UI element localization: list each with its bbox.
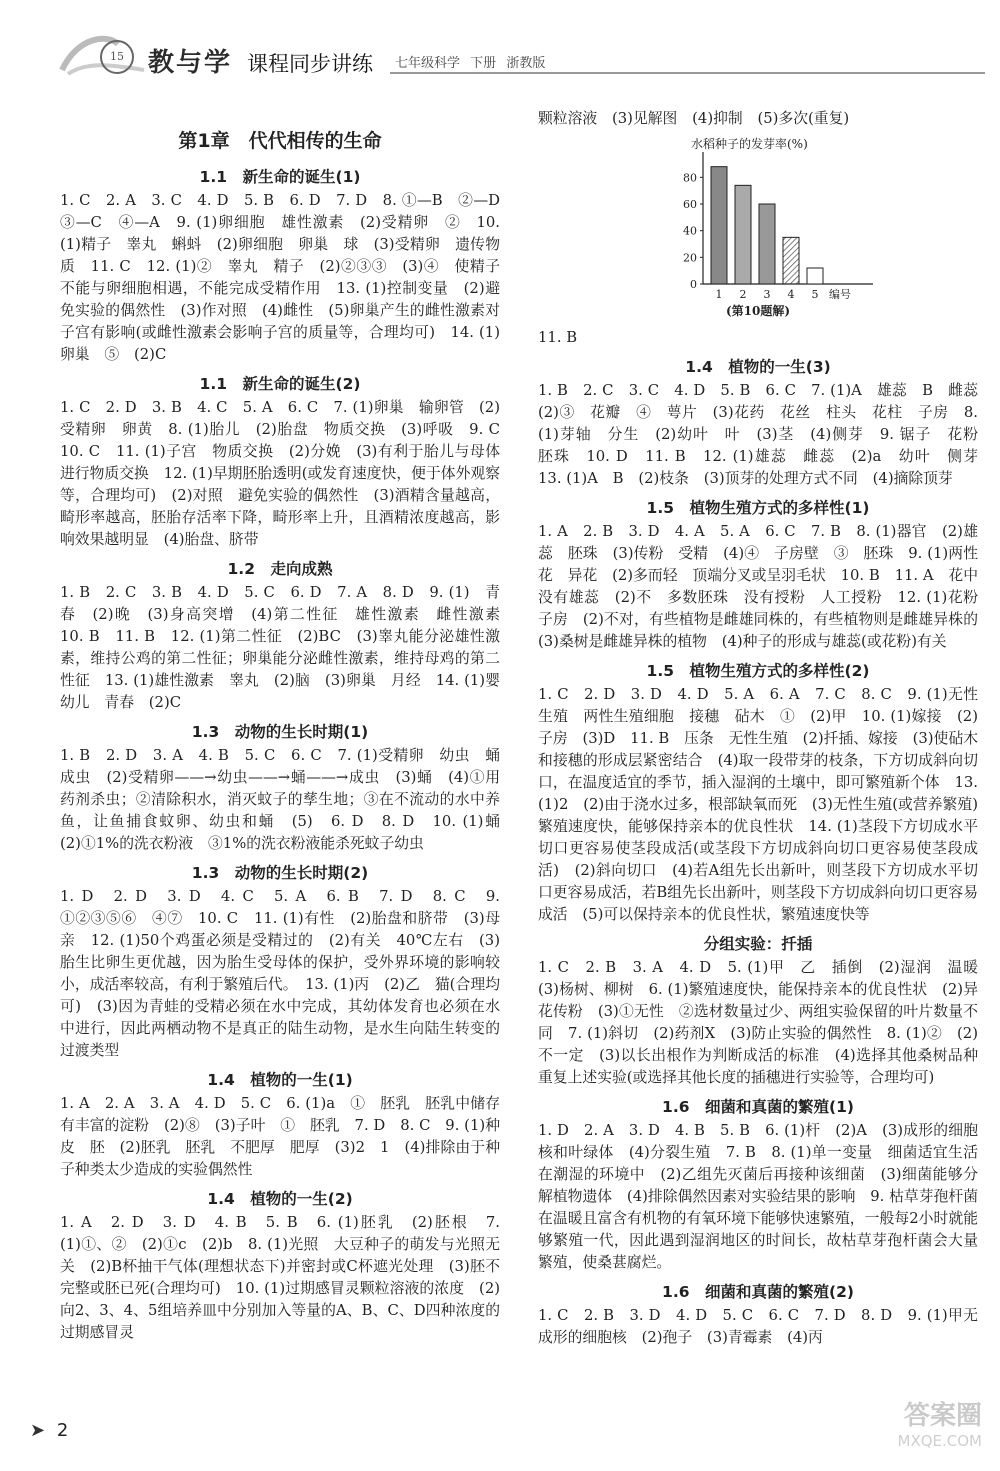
section-1-3b xyxy=(60,861,500,1062)
section-title: 1.3 动物的生长时期(2) xyxy=(191,864,369,882)
section-1-1a xyxy=(60,165,515,366)
arrow-icon: ➤ xyxy=(30,1420,46,1441)
book-meta xyxy=(395,52,545,71)
grade-label: 七年级科学 xyxy=(395,56,461,71)
germination-chart xyxy=(538,134,978,314)
x-tick-label: 5 xyxy=(811,288,819,299)
answer-text: 1. D 2. D 3. D 4. C 5. A 6. B 7. D 8. C 9. ①②③⑤⑥ ④⑦ 10. C 11. (1)有性 (2)胎盘和脐带 (3)母亲 12. (1)50个鸡蛋必须是受精过的 (2)有关 40℃左右 (3)胎生比卵生更优越，因为胎生受母体的保护，受外界环境的影响较小，成活率较高，有利于繁殖后代。 13. (1)丙 (2)乙 猫(合理均可) (3)因为青蛙的受精必须在水中完成，其幼体发育也必须在水中进行，因此两栖动物不是真正的陆生动物，是水生向陆生转变的过渡类型 xyxy=(60,888,500,1059)
page-footer xyxy=(30,1420,68,1441)
answer-text: 1. B 2. C 3. C 4. D 5. B 6. C 7. (1)A 雄蕊 B 雌蕊 (2)③ 花瓣 ④ 萼片 (3)花药 花丝 柱头 花柱 子房 8. (1)芽轴 分生 (2)幼叶 叶 (3)茎 (4)侧芽 9. 锯子 花粉 胚珠 10. D 11. B 12. (1)雄蕊 雌蕊 (2)a 幼叶 侧芽 13. (1)A B (2)枝条 (3)顶芽的处理方式不同 (4)摘除顶芽 xyxy=(538,382,993,487)
section-title: 1.1 新生命的诞生(1) xyxy=(199,168,361,186)
section-title: 1.5 植物生殖方式的多样性(2) xyxy=(646,662,870,680)
bar xyxy=(807,268,823,284)
section-1-4c xyxy=(538,355,993,490)
section-title: 1.4 植物的一生(2) xyxy=(207,1190,353,1208)
series-title: 课程同步讲练 xyxy=(247,52,373,76)
y-tick-label: 20 xyxy=(683,251,697,265)
y-tick-label: 80 xyxy=(683,171,697,185)
section-title: 1.1 新生命的诞生(2) xyxy=(199,375,361,393)
answer-text: 1. C 2. A 3. C 4. D 5. B 6. D 7. D 8. ①—B ②—D ③—C ④—A 9. (1)卵细胞 雄性激素 (2)受精卵 ② 10. (1)精子 睾丸 蝌蚪 (2)卵细胞 卵巢 球 (3)受精卵 遗传物质 11. C 12. (1)② 睾丸 精子 (2)②③③ (3)④ 使精子不能与卵细胞相遇，不能完成受精作用 13. (1)控制变量 (2)避免实验的偶然性 (3)作对照 (4)雌性 (5)卵巢产生的雌性激素对子宫有影响(或雌性激素会影响子宫的质量等，合理均可) 14. (1)卵巢 ⑤ (2)C xyxy=(60,192,515,363)
answer-text: 11. B xyxy=(538,329,578,346)
page-header xyxy=(0,0,1000,80)
section-1-5a xyxy=(538,496,993,653)
brand-title: 教与学 xyxy=(148,48,233,78)
section-title: 1.6 细菌和真菌的繁殖(2) xyxy=(662,1283,854,1301)
answer-text: 1. A 2. B 3. D 4. A 5. A 6. C 7. B 8. (1)器官 (2)雄蕊 胚珠 (3)传粉 受精 (4)④ 子房壁 ③ 胚珠 9. (1)两性花 异花 (2)多而轻 顶端分叉或呈羽毛状 10. B 11. A 花中没有雄蕊 (2)不 多数胚珠 没有授粉 人工授粉 12. (1)花粉 子房 (2)不对，有些植物是雌雄同株的，有些植物则是雌雄异株的 (3)桑树是雌雄异株的植物 (4)种子的形成与雄蕊(或花粉)有关 xyxy=(538,523,993,650)
page-number: 2 xyxy=(56,1420,69,1441)
bar-chart xyxy=(538,134,978,299)
y-tick-label: 40 xyxy=(683,224,697,238)
answer-text: 1. C 2. B 3. D 4. D 5. C 6. C 7. D 8. D 9. (1)甲无成形的细胞核 (2)孢子 (3)青霉素 (4)丙 xyxy=(538,1307,978,1346)
y-tick-label: 60 xyxy=(683,198,697,211)
answer-text: 1. C 2. B 3. A 4. D 5. (1)甲 乙 插倒 (2)湿润 温暖 (3)杨树、柳树 6. (1)繁殖速度快，能保持亲本的优良性状 (2)异花传粉 (3)①无性 ②选材数量过少、两组实验保留的叶片数量不同 7. (1)斜切 (2)药剂X (3)防止实验的偶然性 8. (1)② (2)不一定 (3)以长出根作为判断成活的标准 (4)选择其他桑树品种重复上述实验(或选择其他长度的插穗进行实验等，合理均可) xyxy=(538,959,993,1086)
section-1-5b xyxy=(538,659,993,926)
section-title: 1.4 植物的一生(1) xyxy=(207,1071,353,1089)
y-tick-label: 0 xyxy=(690,278,697,291)
x-tick-label: 1 xyxy=(715,288,723,299)
bar xyxy=(759,204,775,284)
bar xyxy=(783,237,799,284)
section-title: 1.3 动物的生长时期(1) xyxy=(191,723,369,741)
section-1-6b xyxy=(538,1280,978,1349)
answer-text: 1. D 2. A 3. D 4. B 5. B 6. (1)杆 (2)A (3)成形的细胞核和叶绿体 (4)分裂生殖 7. B 8. (1)单一变量 细菌适宜生活在潮湿的环境中 (2)乙组先灭菌后再接种该细菌 (3)细菌能够分解植物遗体 (4)排除偶然因素对实验结果的影响 9. 枯草芽孢杆菌在温暖且富含有机物的有氧环境下能够快速繁殖，一般每2小时就能够繁殖一代，因此遇到湿润地区的时间长，故枯草芽孢杆菌会大量繁殖，使桑葚腐烂。 xyxy=(538,1122,978,1271)
answer-text: 1. C 2. D 3. B 4. C 5. A 6. C 7. (1)卵巢 输卵管 (2)受精卵 卵黄 8. (1)胎儿 (2)胎盘 物质交换 (3)呼吸 9. C 10. C 11. (1)子宫 物质交换 (2)分娩 (3)有利于胎儿与母体进行物质交换 12. (1)早期胚胎透明(或发育速度快，便于体外观察等，合理均可) (2)对照 避免实验的偶然性 (3)酒精含量越高，畸形率越高，胚胎存活率下降，畸形率上升，且酒精浓度越高，影响效果越明显 (4)胎盘、脐带 xyxy=(60,399,515,548)
answer-text: 1. B 2. D 3. A 4. B 5. C 6. C 7. (1)受精卵 幼虫 蛹 成虫 (2)受精卵——→幼虫——→蛹——→成虫 (3)蛹 (4)①用药剂杀虫；②清除积水，消灭蚊子的孳生地；③在不流动的水中养鱼，让鱼捕食蚊卵、幼虫和蛹 (5) 6. D 8. D 10. (1)蛹 (2)①1%的洗衣粉液 ③1%的洗衣粉液能杀死蚊子幼虫 xyxy=(60,747,515,852)
section-1-2 xyxy=(60,557,515,714)
edition-label: 浙教版 xyxy=(506,56,546,71)
answer-text: 1. A 2. D 3. D 4. B 5. B 6. (1)胚乳 (2)胚根 7. (1)①、② (2)①c (2)b 8. (1)光照 大豆种子的萌发与光照无关 (2)B杯抽干气体(理想状态下)并密封或C杯遮光处理 (3)胚不完整或胚已死(合理均可) 10. (1)过期感冒灵颗粒溶液的浓度 (2)向2、3、4、5组培养皿中分别加入等量的A、B、C、D四种浓度的过期感冒灵 xyxy=(60,1214,500,1341)
section-cutting-lab xyxy=(538,932,993,1089)
x-tick-label: 2 xyxy=(739,288,747,299)
answer-text: 1. C 2. D 3. D 4. D 5. A 6. A 7. C 8. C 9. (1)无性生殖 两性生殖细胞 接穗 砧木 ① (2)甲 10. (1)嫁接 (2)子房 (3)D 11. B 压条 无性生殖 (2)扦插、嫁接 (3)使砧木和接穗的形成层紧密结合 (4)取一段带芽的枝条，下方切成斜向切口，在温度适宜的季节，插入湿润的土壤中，即可繁殖新个体 13. (1)2 (2)由于浇水过多，根部缺氧而死 (3)无性生殖(或营养繁殖) 繁殖速度快，能够保持亲本的优良性状 14. (1)茎段下方切成水平切口更容易使茎段成活(或茎段下方切成斜向切口更容易使茎段成活) (2)斜向切口 (4)若A组先长出新叶，则茎段下方切成水平切口更容易成活，若B组先长出新叶，则茎段下方切成斜向切口更容易成活 (5)可以保持亲本的优良性状，繁殖速度快等 xyxy=(538,686,993,923)
section-1-1b xyxy=(60,372,515,551)
bar xyxy=(711,167,727,284)
watermark-url: MXQE.COM xyxy=(897,1432,982,1450)
section-title: 1.5 植物生殖方式的多样性(1) xyxy=(646,499,870,517)
x-axis-label: 编号 xyxy=(829,288,851,299)
section-1-6a xyxy=(538,1095,978,1274)
section-title: 1.4 植物的一生(3) xyxy=(685,358,831,376)
bar xyxy=(735,185,751,284)
x-tick-label: 3 xyxy=(763,288,771,299)
logo-badge: 15 xyxy=(100,40,134,74)
x-tick-label: 4 xyxy=(787,288,795,299)
section-title: 1.2 走向成熟 xyxy=(227,560,333,578)
section-title: 1.6 细菌和真菌的繁殖(1) xyxy=(662,1098,854,1116)
answer-text: 1. B 2. C 3. B 4. D 5. C 6. D 7. A 8. D 9. (1) 青春 (2)晚 (3)身高突增 (4)第二性征 雄性激素 雌性激素 10. B 11. B 12. (1)第二性征 (2)BC (3)睾丸能分泌雄性激素，维持公鸡的第二性征；卵巢能分泌雌性激素，维持母鸡的第二性征 13. (1)雄性激素 睾丸 (2)脑 (3)卵巢 月经 14. (1)婴幼儿 青春 (2)C xyxy=(60,584,515,711)
answer-text: 颗粒溶液 (3)见解图 (4)抑制 (5)多次(重复) xyxy=(538,110,850,127)
watermark-logo: 答案圈 xyxy=(903,1401,982,1431)
section-1-4b xyxy=(60,1187,500,1344)
left-column xyxy=(60,110,515,1344)
answer-text: 1. A 2. A 3. A 4. D 5. C 6. (1)a ① 胚乳 胚乳中储存有丰富的淀粉 (2)⑧ (3)子叶 ① 胚乳 7. D 8. C 9. (1)种皮 胚 (2)胚乳 胚乳 不肥厚 肥厚 (3)2 1 (4)排除由于种子种类太少造成的实验偶然性 xyxy=(60,1095,500,1178)
figure-caption: (第10题解) xyxy=(725,304,791,318)
section-1-3a xyxy=(60,720,515,855)
chapter-title: 第1章 代代相传的生命 xyxy=(178,130,382,152)
chart-title: 水稻种子的发芽率(%) xyxy=(691,137,808,151)
right-column xyxy=(538,108,993,1349)
section-title: 分组实验：扦插 xyxy=(703,935,813,953)
section-1-4a xyxy=(60,1068,500,1181)
header-rule xyxy=(390,72,985,74)
volume-label: 下册 xyxy=(470,56,497,71)
